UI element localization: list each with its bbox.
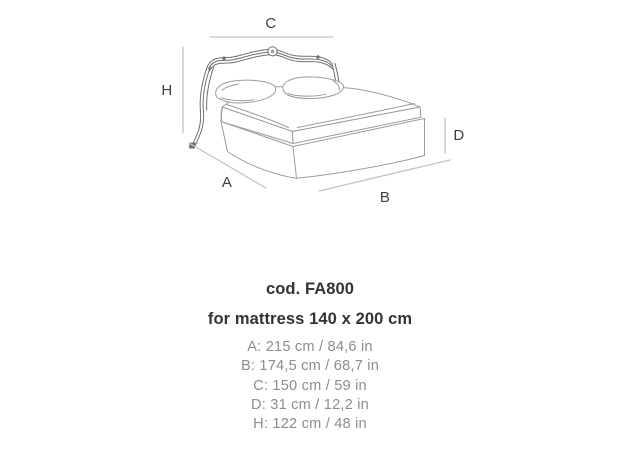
pillow-right	[283, 77, 344, 99]
headboard-knob-left	[222, 57, 225, 60]
product-info	[0, 280, 620, 434]
dimension-item-d: D: 31 cm / 12,2 in	[251, 396, 369, 413]
headboard-rosette-center	[271, 50, 275, 54]
bed-body-drawing	[216, 77, 425, 178]
headboard-knob-right	[316, 55, 319, 58]
dimension-list	[0, 338, 620, 434]
dimension-item-c: C: 150 cm / 59 in	[253, 377, 367, 394]
dim-label-c: C	[265, 15, 277, 32]
dim-label-a: A	[221, 174, 233, 191]
dimension-item-h: H: 122 cm / 48 in	[253, 416, 367, 433]
product-code: cod. FA800	[265, 280, 355, 298]
dimension-item-a: A: 215 cm / 84,6 in	[247, 339, 373, 355]
dim-label-b: B	[379, 189, 391, 206]
mattress-size: for mattress 140 x 200 cm	[207, 310, 413, 328]
dimension-item-b: B: 174,5 cm / 68,7 in	[240, 358, 380, 375]
dim-label-h: H	[161, 82, 173, 99]
dim-label-d: D	[453, 127, 465, 144]
headboard-left-post	[192, 66, 208, 147]
